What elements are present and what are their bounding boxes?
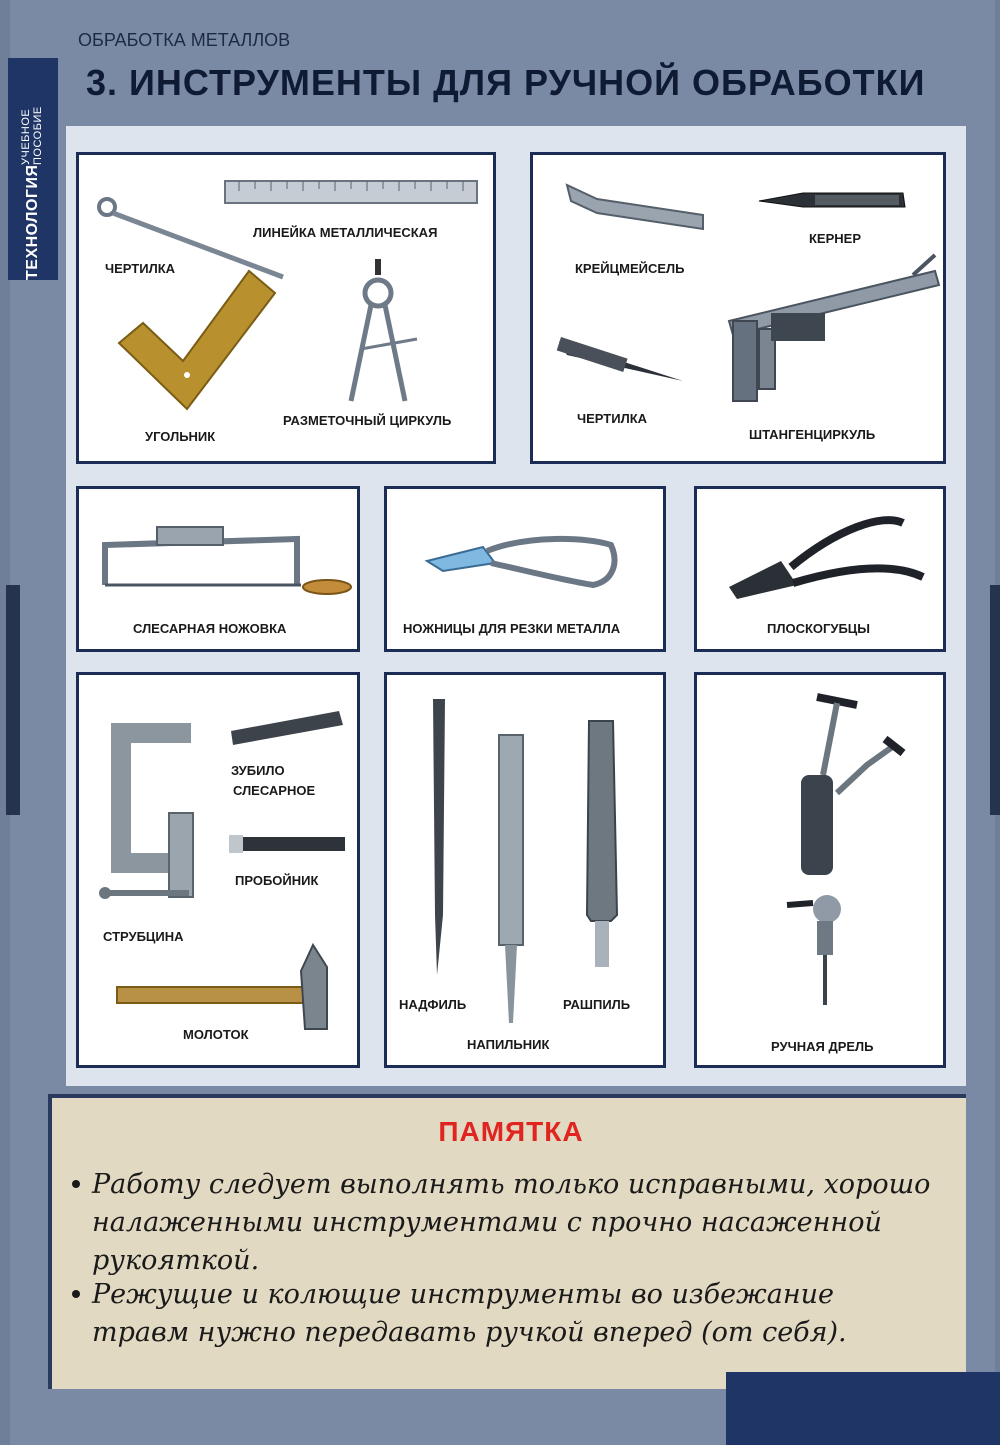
- hammer-icon: [117, 945, 327, 1029]
- sidebar-subtitle: УЧЕБНОЕ ПОСОБИЕ: [20, 105, 44, 165]
- label-scriber-2: ЧЕРТИЛКА: [577, 411, 648, 426]
- panel-files: [384, 672, 666, 1068]
- memo-item-2: [92, 1276, 932, 1352]
- left-edge-mark: [6, 585, 20, 815]
- flat-file-icon: [499, 735, 523, 1023]
- label-hand-drill: РУЧНАЯ ДРЕЛЬ: [771, 1039, 874, 1054]
- label-chisel-line1: ЗУБИЛО: [231, 763, 285, 778]
- bullet-icon: [72, 1290, 80, 1298]
- hacksaw-icon: [105, 527, 351, 594]
- label-file: НАПИЛЬНИК: [467, 1037, 550, 1052]
- pliers-icon: [729, 520, 923, 599]
- right-edge-mark: [990, 585, 1000, 815]
- panel-marking-tools: [76, 152, 496, 464]
- memo-item-1: [92, 1166, 932, 1280]
- label-compass: РАЗМЕТОЧНЫЙ ЦИРКУЛЬ: [283, 413, 452, 428]
- page-title: 3. ИНСТРУМЕНТЫ ДЛЯ РУЧНОЙ ОБРАБОТКИ: [86, 62, 926, 103]
- shears-icon: [427, 539, 614, 585]
- hand-drill-drawing: [697, 675, 949, 1071]
- panel-pliers: [694, 486, 946, 652]
- label-chisel-line2: СЛЕСАРНОЕ: [233, 783, 316, 798]
- memo-item-1-text: Работу следует выполнять только исправными, хорошо налаженными инструментами с прочно насаженной рукояткой.: [92, 1169, 931, 1276]
- clamp-icon: [99, 733, 193, 899]
- caliper-icon: [729, 255, 939, 401]
- crosscut-chisel-icon: [567, 185, 703, 229]
- punch-icon: [229, 835, 345, 853]
- panel-hand-drill: [694, 672, 946, 1068]
- label-clamp: СТРУБЦИНА: [103, 929, 184, 944]
- panel-measuring-tools: [530, 152, 946, 464]
- label-punch: ПРОБОЙНИК: [235, 873, 319, 888]
- label-scriber: ЧЕРТИЛКА: [105, 261, 176, 276]
- rasp-icon: [587, 721, 617, 967]
- bullet-icon: [72, 1180, 80, 1188]
- memo-title: ПАМЯТКА: [438, 1116, 584, 1147]
- chisel-icon: [231, 711, 343, 745]
- panel-clamp-hammer: [76, 672, 360, 1068]
- label-center-punch: КЕРНЕР: [809, 231, 862, 246]
- label-crosscut-chisel: КРЕЙЦМЕЙСЕЛЬ: [575, 261, 685, 276]
- panel-hacksaw: [76, 486, 360, 652]
- square-icon: [119, 271, 275, 409]
- needle-file-icon: [433, 699, 445, 975]
- center-punch-icon: [759, 193, 905, 207]
- label-rasp: РАШПИЛЬ: [563, 997, 631, 1012]
- sidebar-label: [8, 58, 58, 280]
- section-label: ОБРАБОТКА МЕТАЛЛОВ: [78, 30, 291, 50]
- ruler-icon: [225, 181, 477, 203]
- label-hammer: МОЛОТОК: [183, 1027, 249, 1042]
- panel-shears: [384, 486, 666, 652]
- label-ruler: ЛИНЕЙКА МЕТАЛЛИЧЕСКАЯ: [253, 225, 438, 240]
- label-hacksaw: СЛЕСАРНАЯ НОЖОВКА: [133, 621, 287, 636]
- label-needle-file: НАДФИЛЬ: [399, 997, 467, 1012]
- memo-box: [48, 1094, 966, 1389]
- scriber-icon: [557, 337, 683, 381]
- hand-drill-icon: [787, 697, 903, 1005]
- sidebar-title: ТЕХНОЛОГИЯ: [24, 164, 41, 280]
- corner-accent: [726, 1372, 1000, 1445]
- clamp-hammer-drawing: [79, 675, 363, 1071]
- label-shears: НОЖНИЦЫ ДЛЯ РЕЗКИ МЕТАЛЛА: [403, 621, 621, 636]
- memo-item-2-text: Режущие и колющие инструменты во избежание травм нужно передавать ручкой вперед (от себя).: [92, 1279, 847, 1348]
- label-square: УГОЛЬНИК: [145, 429, 216, 444]
- compass-icon: [351, 259, 417, 401]
- label-pliers: ПЛОСКОГУБЦЫ: [767, 621, 871, 636]
- label-caliper: ШТАНГЕНЦИРКУЛЬ: [749, 427, 876, 442]
